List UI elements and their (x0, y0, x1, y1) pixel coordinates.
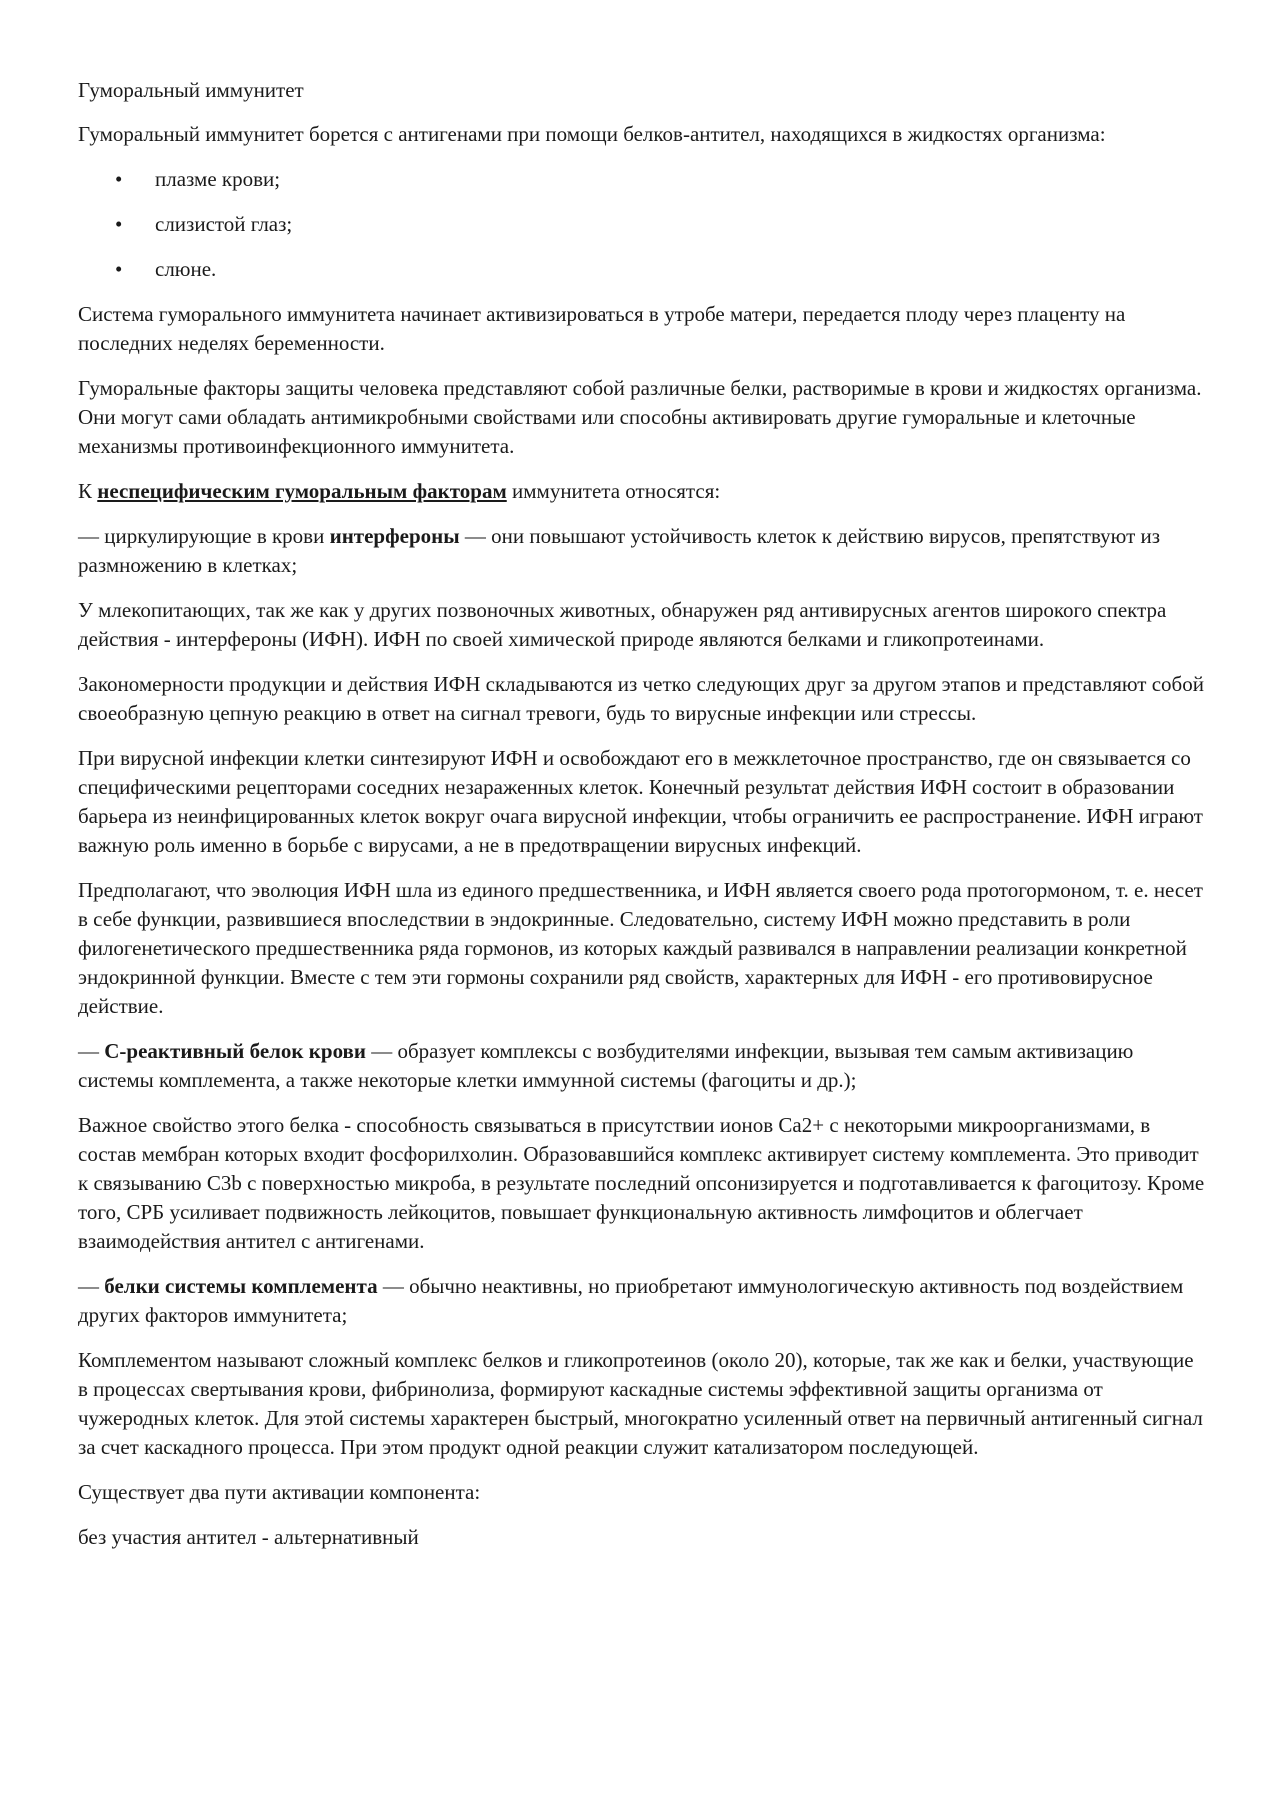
crp-prefix: — (78, 1039, 105, 1063)
bullet-marker: • (115, 212, 123, 236)
paragraph-viral: При вирусной инфекции клетки синтезируют ИФН и освобождают его в межклеточное пространство, где он связывается со специфическими рецепторами соседних незараженных клеток. Конечный результат действия ИФН состоит в образовании барьера из неинфицированных клеток вокруг очага вирусной инфекции, чтобы ограничить ее распространение. ИФН играют важную роль именно в борьбе с вирусами, а не в предотвращении вирусных инфекций. (78, 746, 1203, 857)
paragraph-evolution: Предполагают, что эволюция ИФН шла из единого предшественника, и ИФН является своего рода протогормоном, т. е. несет в себе функции, развившиеся впоследствии в эндокринные. Следовательно, систему ИФН можно представить в роли филогенетического предшественника ряда гормонов, из которых каждый развивался в направлении реализации конкретной эндокринной функции. Вместе с тем эти гормоны сохранили ряд свойств, характерных для ИФН - его противовирусное действие. (78, 878, 1203, 1018)
crp-suffix: — образует комплексы с возбудителями инфекции, вызывая тем самым активизацию системы комплемента, а также некоторые клетки иммунной системы (фагоциты и др.); (78, 1039, 1134, 1092)
interferons-prefix: — циркулирующие в крови (78, 524, 330, 548)
list-item (78, 255, 1208, 284)
complement-prefix: — (78, 1274, 105, 1298)
bullet-marker: • (115, 167, 123, 191)
nonspecific-factors-term: неспецифическим гуморальным факторам (97, 479, 507, 503)
body-fluids-list (78, 165, 1208, 284)
document-body (78, 76, 1208, 1568)
paragraph-nonspecific (78, 477, 1208, 506)
list-item-text: плазме крови; (155, 167, 281, 191)
list-item (78, 165, 1208, 194)
paragraph-complement: Комплементом называют сложный комплекс белков и гликопротеинов (около 20), которые, так же как и белки, участвующие в процессах свертывания крови, фибринолиза, формируют каскадные системы эффективной защиты организма от чужеродных клеток. Для этой системы характерен быстрый, многократно усиленный ответ на первичный антигенный сигнал за счет каскадного процесса. При этом продукт одной реакции служит катализатором последующей. (78, 1348, 1203, 1459)
paragraph-alternative: без участия антител - альтернативный (78, 1525, 419, 1549)
paragraph-factors: Гуморальные факторы защиты человека представляют собой различные белки, растворимые в крови и жидкостях организма. Они могут сами обладать антимикробными свойствами или способны активировать другие гуморальные и клеточные механизмы противоинфекционного иммунитета. (78, 376, 1202, 458)
paragraph-system: Система гуморального иммунитета начинает активизироваться в утробе матери, передается плоду через плаценту на последних неделях беременности. (78, 302, 1126, 355)
interferons-suffix: — они повышают устойчивость клеток к действию вирусов, препятствуют из размножению в клетках; (78, 524, 1161, 577)
paragraph-complement-proteins (78, 1272, 1208, 1330)
crp-term: С-реактивный белок крови (104, 1039, 366, 1063)
list-item-text: слизистой глаз; (155, 212, 293, 236)
paragraph-mammals: У млекопитающих, так же как у других позвоночных животных, обнаружен ряд антивирусных агентов широкого спектра действия - интерфероны (ИФН). ИФН по своей химической природе являются белками и гликопротеинами. (78, 598, 1167, 651)
complement-term: белки системы комплемента (104, 1274, 378, 1298)
list-item-text: слюне. (155, 257, 217, 281)
bullet-marker: • (115, 257, 123, 281)
nonspecific-prefix: К (78, 479, 98, 503)
nonspecific-suffix: иммунитета относятся: (506, 479, 721, 503)
paragraph-two-ways: Существует два пути активации компонента: (78, 1480, 481, 1504)
list-item (78, 210, 1208, 239)
paragraph-intro: Гуморальный иммунитет борется с антигенами при помощи белков-антител, находящихся в жидкостях организма: (78, 122, 1106, 146)
paragraph-patterns: Закономерности продукции и действия ИФН складываются из четко следующих друг за другом этапов и представляют собой своеобразную цепную реакцию в ответ на сигнал тревоги, будь то вирусные инфекции или стрессы. (78, 672, 1204, 725)
paragraph-crp-property: Важное свойство этого белка - способность связываться в присутствии ионов Са2+ с некоторыми микроорганизмами, в состав мембран которых входит фосфорилхолин. Образовавшийся комплекс активирует систему комплемента. Это приводит к связыванию С3b с поверхностью микроба, в результате последний опсонизируется и подготавливается к фагоцитозу. Кроме того, СРБ усиливает подвижность лейкоцитов, повышает функциональную активность лимфоцитов и облегчает взаимодействия антител с антигенами. (78, 1113, 1205, 1253)
complement-suffix: — обычно неактивны, но приобретают иммунологическую активность под воздействием других факторов иммунитета; (78, 1274, 1184, 1327)
paragraph-crp (78, 1037, 1208, 1095)
paragraph-interferons (78, 522, 1208, 580)
interferons-term: интерфероны (329, 524, 460, 548)
document-title: Гуморальный иммунитет (78, 78, 304, 102)
